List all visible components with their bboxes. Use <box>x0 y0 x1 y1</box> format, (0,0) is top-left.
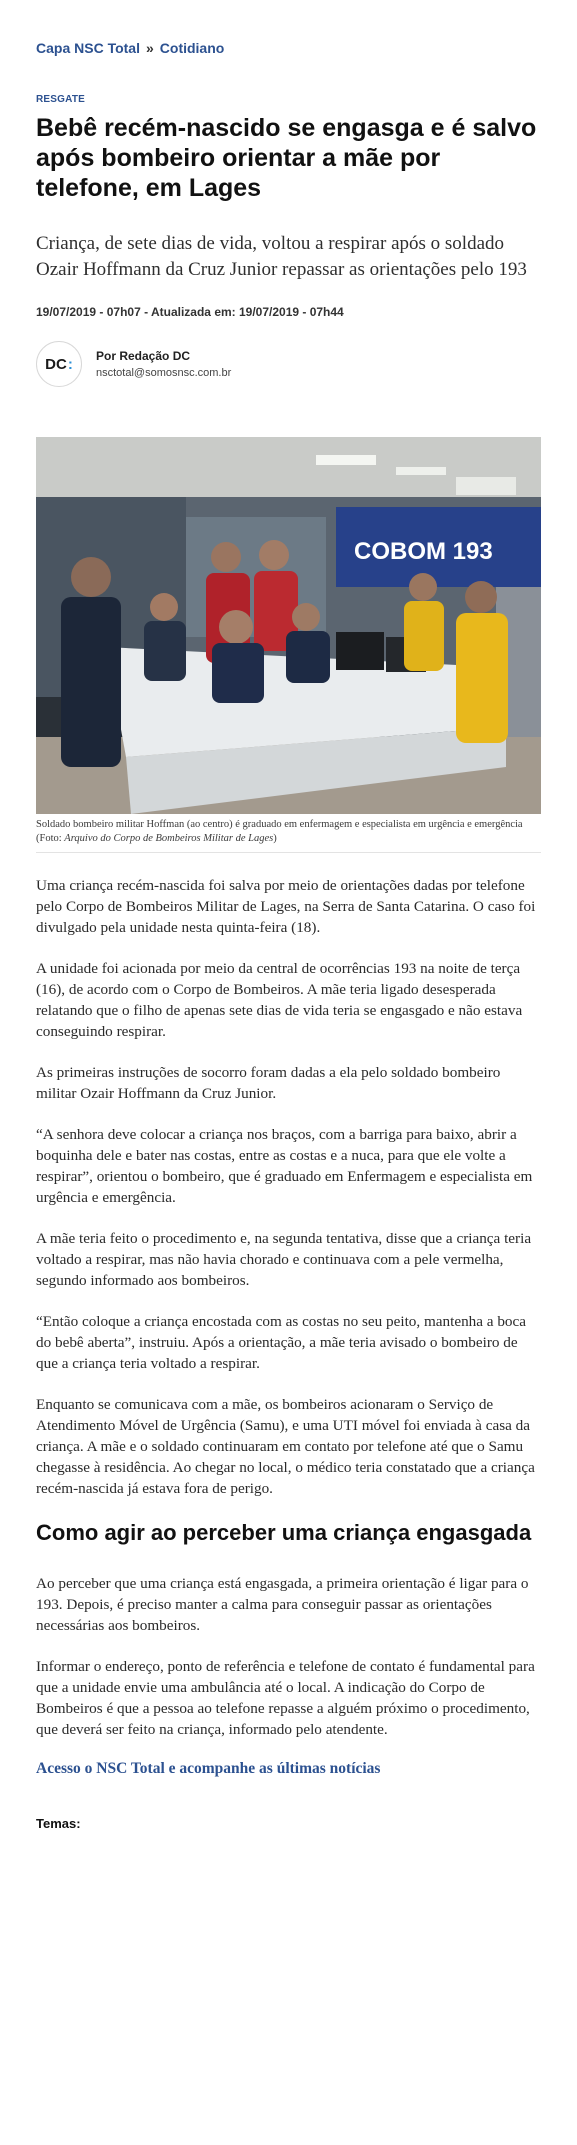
breadcrumb-separator: » <box>145 40 154 56</box>
author-email: nsctotal@somosnsc.com.br <box>96 367 232 379</box>
body-paragraph: A unidade foi acionada por meio da central de ocorrências 193 na noite de terça (16), de acordo com o Corpo de Bombeiros. A mãe teria ligado desesperada relatando que o filho de apenas sete dias de vida teria se engasgado e não estava conseguindo respirar. <box>36 960 523 1040</box>
article-headline: Bebê recém-nascido se engasga e é salvo após bombeiro orientar a mãe por telefone, em Lages <box>36 114 537 202</box>
author-name: Por Redação DC <box>96 349 191 363</box>
breadcrumb-home-link[interactable]: Capa NSC Total <box>36 40 140 56</box>
caption-credit: Arquivo do Corpo de Bombeiros Militar de Lages <box>64 833 274 844</box>
topics-label: Temas: <box>36 1816 81 1831</box>
photo-caption <box>36 818 541 853</box>
latest-news-link[interactable]: Acesso o NSC Total e acompanhe as últimas notícias <box>36 1760 381 1777</box>
body-paragraph: Enquanto se comunicava com a mãe, os bombeiros acionaram o Serviço de Atendimento Móvel de Urgência (Samu), e uma UTI móvel foi enviada à casa da criança. A mãe e o soldado continuaram em contato por telefone até que o Samu chegasse à residência. Ao chegar no local, o médico teria constatado que a criança recém-nascida já estava fora de perigo. <box>36 1396 535 1497</box>
photo-illustration <box>36 437 541 814</box>
body-paragraph: Ao perceber que uma criança está engasgada, a primeira orientação é ligar para o 193. Depois, é preciso manter a calma para conseguir passar as orientações necessárias aos bombeiros. <box>36 1575 529 1634</box>
article-kicker: RESGATE <box>36 94 85 105</box>
body-paragraph: “Então coloque a criança encostada com as costas no seu peito, mantenha a boca do bebê aberta”, instruiu. Após a orientação, a mãe teria avisado o bombeiro de que a criança teria voltado a respirar. <box>36 1313 527 1372</box>
body-paragraph: Uma criança recém-nascida foi salva por meio de orientações dadas por telefone pelo Corpo de Bombeiros Militar de Lages, na Serra de Santa Catarina. O caso foi divulgado pela unidade nesta quinta-feira (18). <box>36 877 536 936</box>
caption-credit-prefix: (Foto: <box>36 833 65 844</box>
photo-monitor <box>336 632 384 670</box>
photo-sign-text: COBOM 193 <box>354 538 493 565</box>
caption-text: Soldado bombeiro militar Hoffman (ao centro) é graduado em enfermagem e especialista em urgência e emergência <box>36 819 523 830</box>
photo-ceiling-light <box>316 455 376 465</box>
article-body <box>36 875 541 1831</box>
avatar-text: DC <box>45 355 67 373</box>
body-paragraph: “A senhora deve colocar a criança nos braços, com a barriga para baixo, abrir a boquinha dele e bater nas costas, entre as costas e a nuca, para que ele volte a respirar”, orientou o bombeiro, que é graduado em Enfermagem e especialista em urgência e emergência. <box>36 1126 533 1206</box>
body-paragraph: As primeiras instruções de socorro foram dadas a ela pelo soldado bombeiro militar Ozair Hoffmann da Cruz Junior. <box>36 1064 501 1102</box>
caption-credit-suffix: ) <box>273 833 277 844</box>
article-dates: 19/07/2019 - 07h07 - Atualizada em: 19/07/2019 - 07h44 <box>36 305 344 319</box>
author-avatar <box>36 341 82 387</box>
author-block <box>36 341 541 387</box>
article-subheading: Como agir ao perceber uma criança engasgada <box>36 1520 532 1545</box>
body-paragraph: A mãe teria feito o procedimento e, na segunda tentativa, disse que a criança teria voltado a respirar, mas não havia chorado e continuava com a pele vermelha, segundo informado aos bombeiros. <box>36 1230 532 1289</box>
avatar-mark: : <box>67 355 73 373</box>
article-photo <box>36 437 541 814</box>
breadcrumb <box>36 40 541 56</box>
photo-air-conditioner <box>456 477 516 495</box>
photo-ceiling-light <box>396 467 446 475</box>
breadcrumb-section-link[interactable]: Cotidiano <box>159 40 225 56</box>
author-info <box>96 349 231 379</box>
body-paragraph: Informar o endereço, ponto de referência e telefone de contato é fundamental para que a unidade envie uma ambulância até o local. A indicação do Corpo de Bombeiros é que a pessoa ao telefone repasse a alguém próximo o procedimento, que deverá ser feito na criança, informado pelo atendente. <box>36 1658 535 1738</box>
article-dek: Criança, de sete dias de vida, voltou a respirar após o soldado Ozair Hoffmann da Cruz Junior repassar as orientações pelo 193 <box>36 233 527 280</box>
